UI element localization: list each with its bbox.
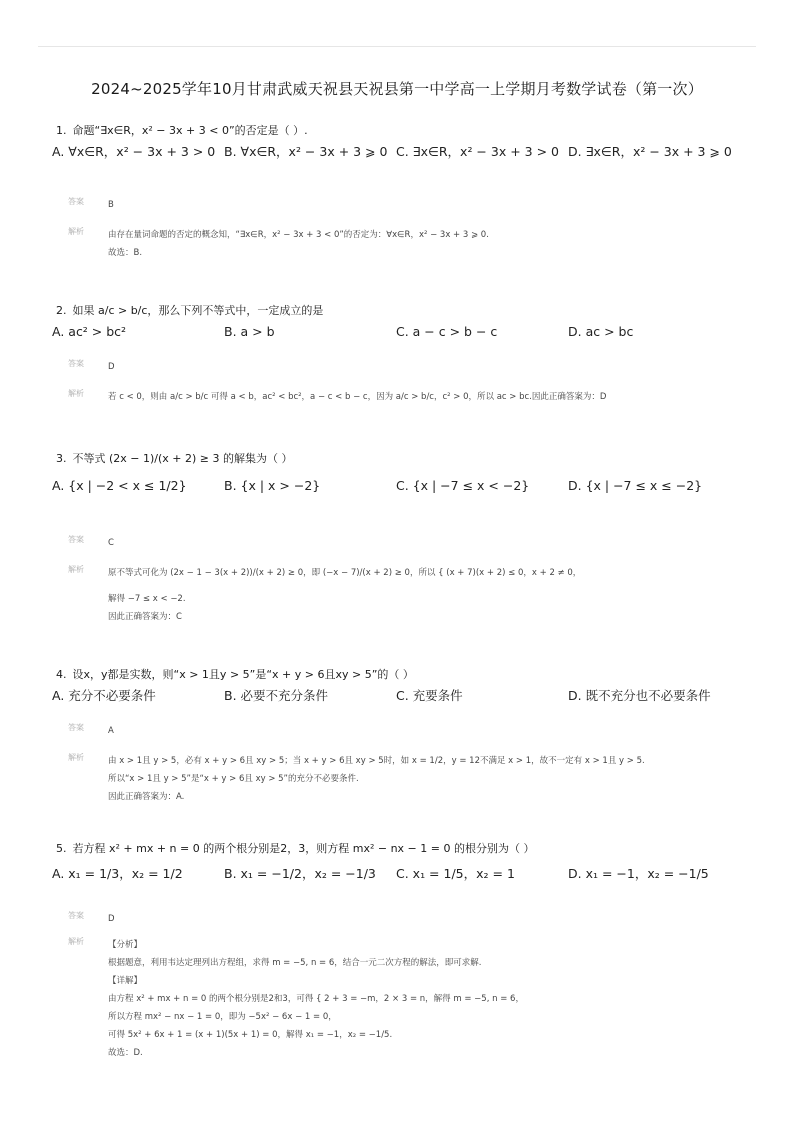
analysis-block: [68, 936, 746, 1062]
question-stem: 3. 不等式 (2x − 1)/(x + 2) ≥ 3 的解集为（ ）: [56, 452, 293, 465]
answer-label: 答案: [68, 197, 84, 206]
analysis-line: 可得 5x² + 6x + 1 = (x + 1)(5x + 1) = 0，解得 x₁ = −1，x₂ = −1/5.: [108, 1030, 393, 1040]
option-d: D. ac > bc: [568, 324, 634, 339]
question-stem: 5. 若方程 x² + mx + n = 0 的两个根分别是2，3，则方程 mx² − nx − 1 = 0 的根分别为（ ）: [56, 842, 535, 855]
options: [52, 142, 746, 186]
option-d: D. x₁ = −1，x₂ = −1/5: [568, 866, 709, 881]
question-2: [52, 302, 746, 406]
option-a: A. ac² > bc²: [52, 324, 127, 339]
analysis-label: 解析: [68, 389, 84, 398]
question-stem: 2. 如果 a/c > b/c，那么下列不等式中，一定成立的是: [56, 304, 324, 317]
analysis-label: 解析: [68, 937, 84, 946]
question-1: [52, 122, 746, 262]
analysis-line: 由 x > 1且 y > 5，必有 x + y > 6且 xy > 5；当 x + y > 6且 xy > 5时，如 x = 1/2，y = 12不满足 x > 1，故不一定有 x > 1且 y > 5.: [108, 756, 645, 766]
option-b: B. 必要不充分条件: [224, 688, 329, 703]
option-c: C. x₁ = 1/5，x₂ = 1: [396, 866, 515, 881]
question-3: [52, 450, 746, 626]
analysis-line: 若 c < 0，则由 a/c > b/c 可得 a < b，ac² < bc²，a − c < b − c，因为 a/c > b/c，c² > 0，所以 ac > bc.因此正确答案为：D: [108, 392, 607, 402]
answer-value: D: [108, 914, 115, 924]
analysis-line: 因此正确答案为：C: [108, 612, 182, 622]
option-b: B. {x | x > −2}: [224, 478, 321, 493]
analysis-line: 由存在量词命题的否定的概念知，“∃x∈R，x² − 3x + 3 < 0”的否定为：∀x∈R，x² − 3x + 3 ⩾ 0.: [108, 230, 489, 240]
analysis-line: 解得 −7 ≤ x < −2.: [108, 594, 186, 604]
option-a: A. ∀x∈R，x² − 3x + 3 > 0: [52, 144, 216, 159]
options: [52, 864, 746, 900]
analysis-line: 【详解】: [108, 976, 143, 986]
answer-block: [68, 534, 746, 552]
option-d: D. 既不充分也不必要条件: [568, 688, 711, 703]
analysis-line: 因此正确答案为：A.: [108, 792, 185, 802]
option-c: C. 充要条件: [396, 688, 463, 703]
analysis-line: 原不等式可化为 (2x − 1 − 3(x + 2))/(x + 2) ≥ 0，即 (−x − 7)/(x + 2) ≥ 0，所以 { (x + 7)(x + 2) ≤ 0，x + 2 ≠ 0，: [108, 568, 582, 578]
page-title: 2024~2025学年10月甘肃武威天祝县天祝县第一中学高一上学期月考数学试卷（第一次）: [91, 80, 703, 98]
answer-label: 答案: [68, 911, 84, 920]
answer-value: A: [108, 726, 114, 736]
answer-value: C: [108, 538, 114, 548]
question-stem: 4. 设x，y都是实数，则“x > 1且y > 5”是“x + y > 6且xy > 5”的（ ）: [56, 668, 414, 681]
analysis-label: 解析: [68, 565, 84, 574]
option-a: A. x₁ = 1/3，x₂ = 1/2: [52, 866, 183, 881]
analysis-line: 所以方程 mx² − nx − 1 = 0，即为 −5x² − 6x − 1 = 0，: [108, 1012, 337, 1022]
analysis-line: 故选：B.: [108, 248, 143, 258]
question-stem: 1. 命题“∃x∈R，x² − 3x + 3 < 0”的否定是（ ）.: [56, 124, 308, 137]
question-5: [52, 840, 746, 1062]
answer-value: D: [108, 362, 115, 372]
answer-value: B: [108, 200, 114, 210]
answer-block: [68, 358, 746, 376]
options: [52, 476, 746, 524]
analysis-block: [68, 564, 746, 626]
analysis-line: 故选：D.: [108, 1048, 143, 1058]
answer-label: 答案: [68, 535, 84, 544]
answer-label: 答案: [68, 723, 84, 732]
answer-block: [68, 196, 746, 214]
analysis-line: 根据题意，利用韦达定理列出方程组，求得 m = −5, n = 6，结合一元二次方程的解法，即可求解.: [108, 958, 482, 968]
analysis-block: [68, 226, 746, 262]
answer-block: [68, 910, 746, 928]
option-c: C. {x | −7 ≤ x < −2}: [396, 478, 530, 493]
analysis-line: 所以“x > 1且 y > 5”是“x + y > 6且 xy > 5”的充分不必要条件.: [108, 774, 359, 784]
option-b: B. ∀x∈R，x² − 3x + 3 ⩾ 0: [224, 144, 388, 159]
option-c: C. a − c > b − c: [396, 324, 498, 339]
analysis-label: 解析: [68, 753, 84, 762]
option-d: D. ∃x∈R，x² − 3x + 3 ⩾ 0: [568, 144, 732, 159]
analysis-line: 【分析】: [108, 940, 143, 950]
answer-block: [68, 722, 746, 740]
analysis-line: 由方程 x² + mx + n = 0 的两个根分别是2和3，可得 { 2 + 3 = −m，2 × 3 = n，解得 m = −5, n = 6，: [108, 994, 524, 1004]
option-d: D. {x | −7 ≤ x ≤ −2}: [568, 478, 703, 493]
option-c: C. ∃x∈R，x² − 3x + 3 > 0: [396, 144, 559, 159]
analysis-label: 解析: [68, 227, 84, 236]
option-b: B. x₁ = −1/2，x₂ = −1/3: [224, 866, 376, 881]
option-a: A. 充分不必要条件: [52, 688, 156, 703]
analysis-block: [68, 388, 746, 406]
option-a: A. {x | −2 < x ≤ 1/2}: [52, 478, 187, 493]
options: [52, 686, 746, 712]
options: [52, 322, 746, 348]
answer-label: 答案: [68, 359, 84, 368]
analysis-block: [68, 752, 746, 806]
header-rule: [38, 46, 756, 47]
question-4: [52, 666, 746, 806]
option-b: B. a > b: [224, 324, 275, 339]
